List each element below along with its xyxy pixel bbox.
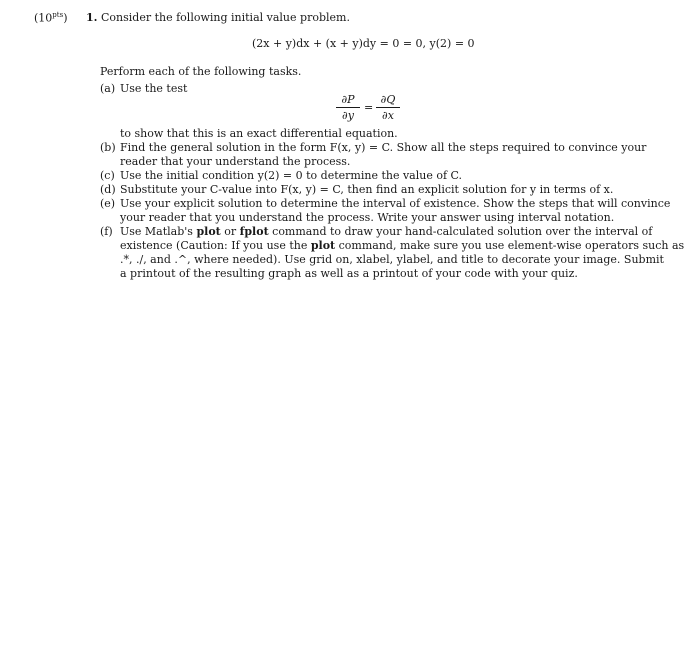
part-f-line1-b: command to draw your hand-calculated solution over the interval of bbox=[268, 225, 653, 238]
question-prompt: Consider the following initial value problem. bbox=[101, 11, 350, 24]
part-b-label: (b) bbox=[100, 141, 116, 154]
frac-right-numerator: ∂Q bbox=[376, 93, 400, 108]
frac-left-numerator: ∂P bbox=[336, 93, 360, 108]
part-f-line1-or: or bbox=[220, 225, 240, 238]
part-c-label: (c) bbox=[100, 169, 115, 182]
points-sup: pts bbox=[52, 11, 64, 19]
ivp-equation: (2x + y)dx + (x + y)dy = 0 = 0, y(2) = 0 bbox=[252, 37, 475, 50]
part-d-label: (d) bbox=[100, 183, 116, 196]
part-a-tail: to show that this is an exact differential equation. bbox=[120, 127, 398, 140]
part-f-line3: .*, ./, and .^, where needed). Use grid on, xlabel, ylabel, and title to decorate your image. Submit bbox=[120, 253, 664, 266]
plot-command-2: plot bbox=[310, 239, 336, 252]
part-f-line1-a: Use Matlab's bbox=[120, 225, 197, 238]
part-f-line2 bbox=[120, 239, 684, 252]
part-f-label: (f) bbox=[100, 225, 113, 238]
fplot-command: fplot bbox=[239, 225, 269, 238]
part-e-line2: your reader that you understand the process. Write your answer using interval notation. bbox=[120, 211, 615, 224]
points-close: ) bbox=[63, 11, 68, 25]
part-b-line1: Find the general solution in the form F(x, y) = C. Show all the steps required to convince your bbox=[120, 141, 647, 154]
plot-command: plot bbox=[196, 225, 221, 238]
frac-left-denominator: ∂y bbox=[342, 109, 354, 122]
fraction-dp-dy bbox=[336, 93, 360, 122]
part-f-line4: a printout of the resulting graph as well as a printout of your code with your quiz. bbox=[120, 267, 578, 280]
part-f-line2-b: command, make sure you use element-wise operators such as bbox=[335, 239, 685, 252]
part-f-line1 bbox=[120, 225, 652, 238]
instructions: Perform each of the following tasks. bbox=[100, 65, 302, 78]
points-base: (10 bbox=[34, 11, 53, 25]
fraction-dq-dx bbox=[376, 93, 400, 122]
part-b-line2: reader that your understand the process. bbox=[120, 155, 351, 168]
question-number: 1. bbox=[86, 11, 98, 24]
part-e-line1: Use your explicit solution to determine the interval of existence. Show the steps that will convince bbox=[120, 197, 671, 210]
frac-right-denominator: ∂x bbox=[382, 109, 394, 122]
part-a-lead: Use the test bbox=[120, 82, 188, 95]
points-label bbox=[34, 11, 67, 25]
part-c-line1: Use the initial condition y(2) = 0 to determine the value of C. bbox=[120, 169, 463, 182]
part-d-line1: Substitute your C-value into F(x, y) = C, then find an explicit solution for y in terms of x. bbox=[120, 183, 614, 196]
part-f-line2-a: existence (Caution: If you use the bbox=[120, 239, 311, 252]
frac-equals: = bbox=[364, 101, 374, 114]
part-a-label: (a) bbox=[100, 82, 116, 95]
part-e-label: (e) bbox=[100, 197, 116, 210]
